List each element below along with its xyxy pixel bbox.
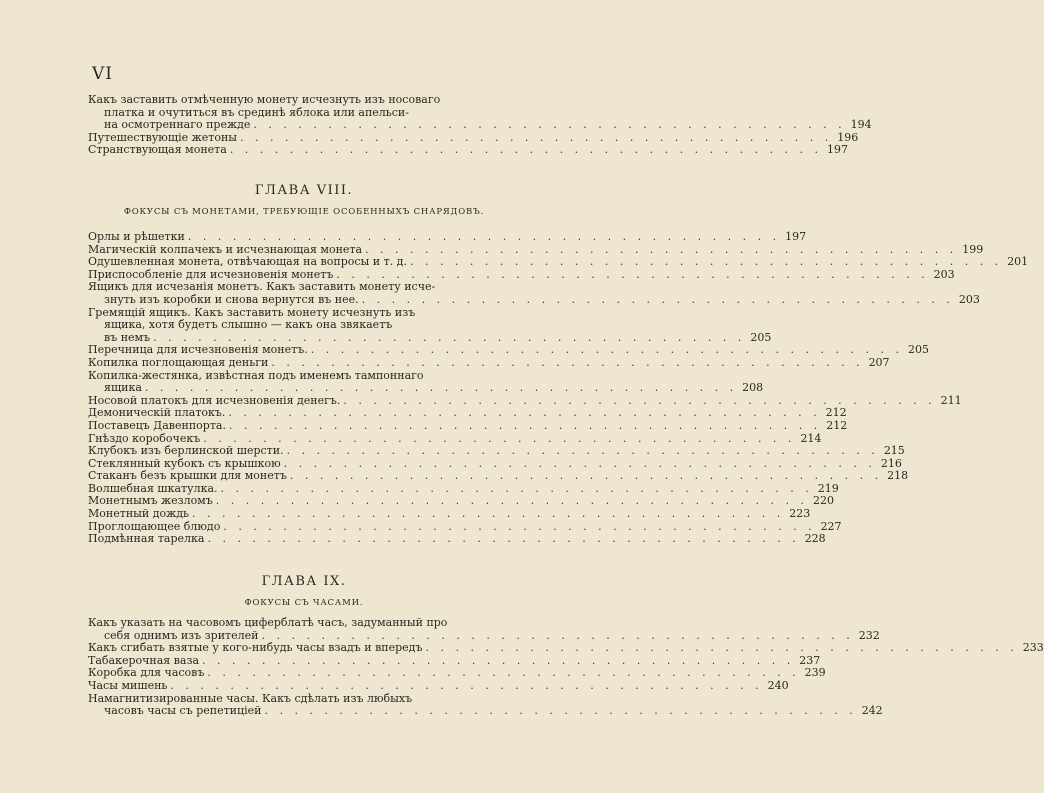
- toc-entry-page: 197: [785, 230, 807, 243]
- toc-entry-page: 203: [933, 267, 955, 281]
- toc-entry-title-line: Поставецъ Давенпорта.: [88, 418, 226, 432]
- toc-entry: [88, 469, 909, 483]
- toc-entry: [88, 616, 880, 642]
- toc-entry-title-line: Гнѣздо коробочекъ: [88, 431, 201, 445]
- dot-leader: . . . . . . . . . . . . . . . . . . . . . . . . . . . . . . . . . . . . . . . .: [310, 343, 903, 357]
- dot-leader: . . . . . . . . . . . . . . . . . . . . . . . . . . . . . . . . . . . . . . . .: [425, 641, 1018, 655]
- chapter-9-title: ГЛАВА IX.: [261, 574, 347, 589]
- toc-entry: [88, 507, 811, 521]
- dot-leader: . . . . . . . . . . . . . . . . . . . . . . . . . . . . . . . . . . . . . . . .: [286, 444, 879, 458]
- toc-entry-page: 216: [880, 456, 902, 470]
- toc-chapter-9: [88, 616, 1044, 718]
- toc-entry-title-line: Проглощающее блюдо: [88, 519, 221, 533]
- toc-entry-title-line: Странствующая монета: [88, 143, 227, 157]
- toc-entry: [88, 93, 872, 132]
- dot-leader: . . . . . . . . . . . . . . . . . . . . . . . . . . . . . . . . . . . . . . . .: [361, 292, 954, 306]
- toc-entry-page: 212: [825, 406, 847, 420]
- toc-entry-title-line: Приспособленіе для исчезновенія монетъ: [88, 267, 334, 281]
- dot-leader: . . . . . . . . . . . . . . . . . . . . . . . . . . . . . . . . . . . . . . . .: [187, 230, 781, 243]
- toc-entry-title-line: платка и очутиться въ срединѣ яблока или апельси-: [104, 105, 409, 119]
- toc-entry: [88, 230, 807, 244]
- dot-leader: . . . . . . . . . . . . . . . . . . . . . . . . . . . . . . . . . . . . . . . .: [409, 255, 1003, 269]
- toc-entry-page: 194: [850, 118, 872, 132]
- toc-entry-title-line: Перечница для исчезновенія монетъ.: [88, 343, 308, 357]
- toc-entry-title-line: Клубокъ изъ берлинской шерсти.: [88, 444, 284, 458]
- toc-entry-title-line: Магическій колпачекъ и исчезнающая монета: [88, 242, 363, 256]
- toc-entry-page: 233: [1022, 641, 1044, 655]
- toc-entry-page: 223: [789, 507, 811, 521]
- dot-leader: . . . . . . . . . . . . . . . . . . . . . . . . . . . . . . . . . . . . . . . .: [343, 393, 936, 407]
- toc-entry-page: 199: [962, 242, 984, 256]
- toc-entry-page: 218: [887, 469, 909, 483]
- toc-entry-page: 212: [826, 418, 848, 432]
- dot-leader: . . . . . . . . . . . . . . . . . . . . . . . . . . . . . . . . . . . . . . . .: [253, 118, 846, 132]
- toc-entry: [88, 305, 772, 345]
- toc-entry-title-line: знуть изъ коробки и снова вернутся въ нее.: [104, 292, 359, 306]
- toc-entry-title-line: Одушевленная монета, отвѣчающая на вопросы и т. д.: [88, 255, 407, 269]
- toc-entry: [88, 418, 848, 433]
- dot-leader: . . . . . . . . . . . . . . . . . . . . . . . . . . . . . . . . . . . . . . . .: [261, 628, 854, 642]
- toc-entry-title-line: Стеклянный кубокъ съ крышкою: [88, 456, 281, 470]
- toc-entry-title-line: въ немъ: [104, 330, 151, 344]
- dot-leader: . . . . . . . . . . . . . . . . . . . . . . . . . . . . . . . . . . . . . . . .: [271, 355, 864, 369]
- toc-entry: [88, 255, 1029, 269]
- toc-entry-title-line: Копилка-жестянка, извѣстная подъ именемъ тампоннаго: [88, 368, 424, 382]
- dot-leader: . . . . . . . . . . . . . . . . . . . . . . . . . . . . . . . . . . . . . . . .: [192, 507, 785, 521]
- toc-section-top: [88, 93, 872, 157]
- dot-leader: . . . . . . . . . . . . . . . . . . . . . . . . . . . . . . . . . . . . . . . .: [223, 519, 816, 533]
- toc-entry: [88, 368, 764, 395]
- toc-entry-page: 228: [804, 532, 826, 546]
- toc-entry-title-line: Монетнымъ жезломъ: [88, 494, 213, 508]
- dot-leader: . . . . . . . . . . . . . . . . . . . . . . . . . . . . . . . . . . . . . . . .: [240, 130, 833, 144]
- toc-entry-title-line: Подмѣнная тарелка: [88, 532, 205, 546]
- chapter-9-subtitle: ФОКУСЫ СЪ ЧАСАМИ.: [244, 598, 364, 608]
- toc-entry-page: 220: [812, 494, 834, 508]
- dot-leader: . . . . . . . . . . . . . . . . . . . . . . . . . . . . . . . . . . . . . . . .: [207, 666, 800, 680]
- dot-leader: . . . . . . . . . . . . . . . . . . . . . . . . . . . . . . . . . . . . . . . .: [289, 469, 883, 483]
- toc-entry-page: 215: [883, 444, 905, 458]
- dot-leader: . . . . . . . . . . . . . . . . . . . . . . . . . . . . . . . . . . . . . . . .: [228, 418, 822, 432]
- toc-entry-title-line: Демоническій платокъ.: [88, 406, 226, 420]
- dot-leader: . . . . . . . . . . . . . . . . . . . . . . . . . . . . . . . . . . . . . . . .: [207, 532, 800, 546]
- toc-entry: [88, 641, 1044, 655]
- toc-entry: [88, 532, 826, 546]
- dot-leader: . . . . . . . . . . . . . . . . . . . . . . . . . . . . . . . . . . . . . . . .: [215, 494, 808, 508]
- toc-entry-title-line: Часы мишень: [88, 678, 168, 692]
- dot-leader: . . . . . . . . . . . . . . . . . . . . . . . . . . . . . . . . . . . . . . . .: [203, 431, 796, 445]
- toc-entry-title-line: Коробка для часовъ: [88, 666, 205, 680]
- toc-entry-title-line: Гремящій ящикъ. Какъ заставить монету исчезнуть изъ: [88, 305, 416, 319]
- dot-leader: . . . . . . . . . . . . . . . . . . . . . . . . . . . . . . . . . . . . . . . .: [336, 267, 929, 281]
- toc-entry-page: 219: [817, 481, 839, 495]
- toc-entry-title-line: Стаканъ безъ крышки для монетъ: [88, 469, 287, 483]
- dot-leader: . . . . . . . . . . . . . . . . . . . . . . . . . . . . . . . . . . . . . . . .: [220, 481, 813, 495]
- toc-entry-title-line: Какъ указать на часовомъ циферблатѣ часъ, задуманный про: [88, 616, 448, 629]
- toc-entry: [88, 355, 890, 370]
- toc-entry: [88, 280, 980, 306]
- toc-entry-title-line: на осмотреннаго прежде: [104, 118, 251, 132]
- page-number: VI: [92, 64, 113, 84]
- toc-entry-title-line: Табакерочная ваза: [88, 653, 200, 667]
- toc-entry-page: 242: [861, 704, 883, 718]
- toc-entry-title-line: Путешествующіе жетоны: [88, 130, 238, 144]
- toc-entry-page: 196: [837, 130, 859, 144]
- toc-entry-page: 214: [800, 431, 822, 445]
- chapter-8-title: ГЛАВА VIII.: [254, 183, 354, 198]
- toc-entry-title-line: Орлы и рѣшетки: [88, 230, 185, 243]
- toc-entry-page: 205: [750, 330, 772, 344]
- toc-entry-title-line: себя однимъ изъ зрителей: [104, 628, 259, 642]
- toc-entry: [88, 143, 849, 157]
- toc-entry-page: 227: [820, 519, 842, 533]
- toc-entry-title-line: Волшебная шкатулка.: [88, 481, 218, 495]
- toc-entry-page: 240: [767, 678, 789, 692]
- toc-entry-page: 205: [907, 343, 929, 357]
- toc-entry-page: 203: [958, 292, 980, 306]
- dot-leader: . . . . . . . . . . . . . . . . . . . . . . . . . . . . . . . . . . . . . . . .: [283, 456, 876, 470]
- toc-entry-page: 207: [868, 355, 890, 369]
- dot-leader: . . . . . . . . . . . . . . . . . . . . . . . . . . . . . . . . . . . . . . . .: [144, 381, 738, 395]
- toc-entry-page: 239: [804, 666, 826, 680]
- toc-entry-title-line: Носовой платокъ для исчезновенія денегъ.: [88, 393, 341, 407]
- toc-entry-page: 232: [858, 628, 880, 642]
- toc-entry-page: 197: [827, 143, 849, 157]
- toc-entry-title-line: Какъ заставить отмѣченную монету исчезнуть изъ носоваго: [88, 93, 441, 106]
- dot-leader: . . . . . . . . . . . . . . . . . . . . . . . . . . . . . . . . . . . . . . . .: [153, 330, 746, 344]
- toc-entry-title-line: часовъ часы съ репетиціей: [104, 704, 262, 718]
- dot-leader: . . . . . . . . . . . . . . . . . . . . . . . . . . . . . . . . . . . . . . . .: [228, 406, 821, 420]
- toc-entry-title-line: ящика, хотя будетъ слышно — какъ она звякаетъ: [104, 318, 393, 332]
- toc-entry-title-line: ящика: [104, 381, 142, 395]
- toc-entry-page: 237: [799, 653, 821, 667]
- toc-entry-page: 208: [742, 381, 764, 395]
- dot-leader: . . . . . . . . . . . . . . . . . . . . . . . . . . . . . . . . . . . . . . . .: [229, 143, 823, 157]
- toc-chapter-8: [88, 230, 1029, 546]
- toc-entry-title-line: Ящикъ для исчезанія монетъ. Какъ заставить монету исче-: [88, 280, 436, 294]
- dot-leader: . . . . . . . . . . . . . . . . . . . . . . . . . . . . . . . . . . . . . . . .: [365, 242, 958, 256]
- toc-entry-title-line: Намагнитизированные часы. Какъ сдѣлать изъ любыхъ: [88, 691, 413, 705]
- dot-leader: . . . . . . . . . . . . . . . . . . . . . . . . . . . . . . . . . . . . . . . .: [202, 653, 795, 667]
- toc-entry: [88, 691, 883, 718]
- toc-entry-title-line: Какъ сгибать взятые у кого-нибудь часы взадъ и впередъ: [88, 641, 423, 655]
- toc-entry: [88, 444, 905, 458]
- toc-entry-page: 211: [940, 393, 962, 407]
- toc-entry-title-line: Копилка поглощающая деньги: [88, 355, 269, 369]
- toc-entry: [88, 678, 789, 693]
- dot-leader: . . . . . . . . . . . . . . . . . . . . . . . . . . . . . . . . . . . . . . . .: [170, 678, 763, 692]
- dot-leader: . . . . . . . . . . . . . . . . . . . . . . . . . . . . . . . . . . . . . . . .: [264, 704, 857, 718]
- chapter-8-subtitle: ФОКУСЫ СЪ МОНЕТАМИ, ТРЕБУЮЩІЕ ОСОБЕННЫХЪ СНАРЯДОВЪ.: [123, 207, 485, 217]
- toc-entry-page: 201: [1007, 255, 1029, 269]
- toc-entry-title-line: Монетный дождь: [88, 507, 190, 521]
